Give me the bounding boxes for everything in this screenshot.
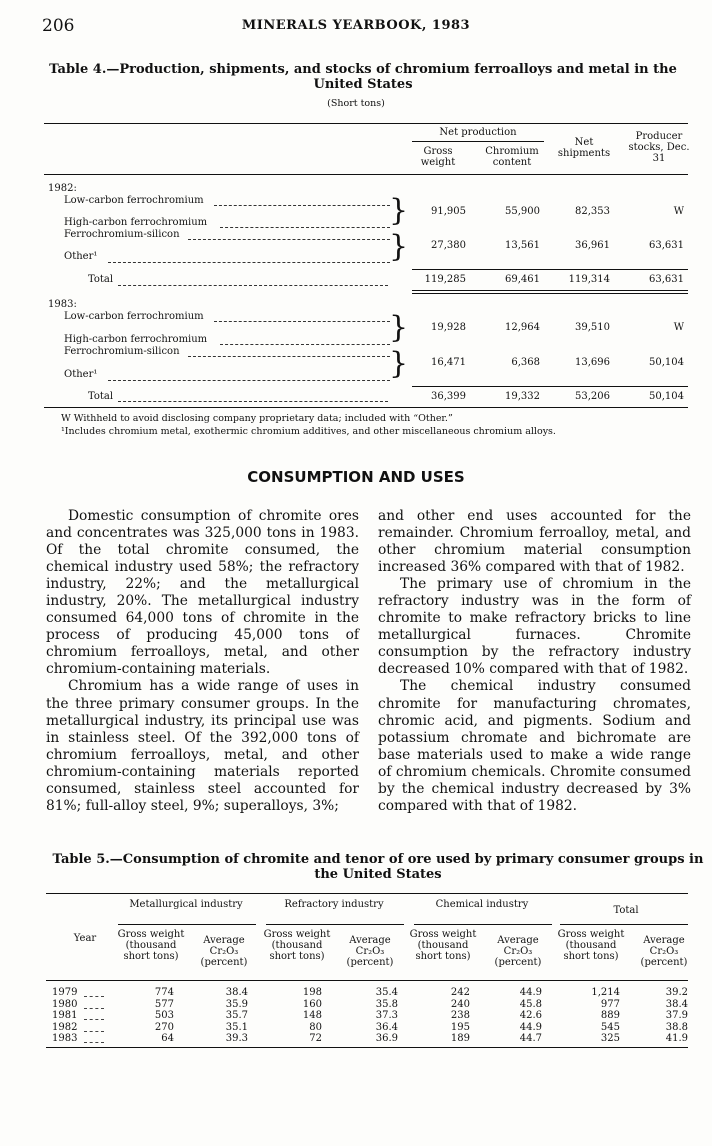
table4-row-label: Other¹ <box>64 369 98 380</box>
table4-row-label: Low-carbon ferrochromium <box>64 195 204 206</box>
table5-cell: 160 <box>302 998 322 1010</box>
table4-cell: 16,471 <box>431 357 466 368</box>
table5-top-rule <box>46 893 688 894</box>
table5-cell: 35.1 <box>225 1021 248 1033</box>
table5-cell: 35.9 <box>225 998 248 1010</box>
table5-sub-avg: Average Cr₂O₃ (percent) <box>640 935 688 968</box>
table4-header-rule <box>44 174 688 175</box>
table5-year-cell: 1979 <box>52 987 78 998</box>
table5-cell: 240 <box>450 998 470 1010</box>
table4-title: Table 4.—Production, shipments, and stocks of chromium ferroalloys and metal in the United States <box>49 62 677 92</box>
table4-row-label: High-carbon ferrochromium <box>64 334 208 345</box>
table4-cell: 27,380 <box>431 240 466 251</box>
table4-cell: W <box>673 322 684 333</box>
bracket: } <box>389 229 409 264</box>
table5-cell: 42.6 <box>519 1010 542 1021</box>
table5-cell: 38.4 <box>225 987 248 998</box>
table4-total-label: Total <box>88 391 114 402</box>
table5-cell: 35.7 <box>225 1010 248 1021</box>
table5-cell: 39.3 <box>225 1033 248 1044</box>
table5-cell: 503 <box>154 1010 174 1021</box>
table4-cell: 13,696 <box>575 357 610 368</box>
table5-cell: 325 <box>600 1033 620 1044</box>
running-title: MINERALS YEARBOOK, 1983 <box>241 18 471 33</box>
table5-group-header: Chemical industry <box>435 899 529 910</box>
table5-sub-gross: Gross weight (thousand short tons) <box>117 929 185 962</box>
table4-bottom-rule <box>44 407 688 408</box>
right-column <box>378 508 691 815</box>
table4-col-stocks: Producer stocks, Dec. 31 <box>628 131 690 164</box>
table4-col-chromium: Chromium content <box>485 146 539 168</box>
table5-group-header: Refractory industry <box>284 899 384 910</box>
table5-sub-gross: Gross weight (thousand short tons) <box>409 929 477 962</box>
table5-cell: 37.3 <box>375 1010 398 1021</box>
table4-total-cell: 63,631 <box>649 274 684 285</box>
table4-cell: 55,900 <box>505 206 540 217</box>
table5-year-cell: 1981 <box>52 1010 78 1021</box>
table5-cell: 774 <box>154 987 174 998</box>
table5-cell: 36.9 <box>375 1033 398 1044</box>
table4-cell: 82,353 <box>575 206 610 217</box>
left-column <box>46 508 359 815</box>
table4-cell: 63,631 <box>649 240 684 251</box>
table4-total-cell: 53,206 <box>575 391 610 402</box>
table4-subtitle: (Short tons) <box>327 98 385 109</box>
table5-cell: 44.9 <box>519 987 542 998</box>
table5-sub-avg: Average Cr₂O₃ (percent) <box>346 935 394 968</box>
table5-cell: 45.8 <box>519 998 542 1010</box>
bracket: } <box>389 193 409 228</box>
table4-cell: 36,961 <box>575 240 610 251</box>
table4-year-1983: 1983: <box>48 299 77 310</box>
table4-top-rule <box>44 123 688 124</box>
table5-cell: 198 <box>302 987 322 998</box>
table4-footnote-w: W Withheld to avoid disclosing company proprietary data; included with “Other.” <box>61 413 453 424</box>
paragraph: and other end uses accounted for the remainder. Chromium ferroalloy, metal, and other chromium material consumption increased 36% compared with that of 1982. <box>378 508 691 576</box>
table4-row-label: Other¹ <box>64 251 98 262</box>
table4-row-label: Low-carbon ferrochromium <box>64 311 204 322</box>
table4-cell: 6,368 <box>511 357 540 368</box>
table4-total-cell: 69,461 <box>505 274 540 285</box>
table4-cell: 50,104 <box>649 357 684 368</box>
table5-cell: 148 <box>302 1010 322 1021</box>
table5-cell: 35.4 <box>375 987 398 998</box>
table5-year-cell: 1980 <box>52 998 78 1010</box>
table5-cell: 889 <box>600 1010 620 1021</box>
table5-cell: 38.4 <box>665 998 688 1010</box>
paragraph: The chemical industry consumed chromite for manufacturing chromates, chromic acid, and pigments. Sodium and potassium chromate and bichromate are base materials used to make a wide range of chromium chemicals. Chromite consumed by the chemical industry decreased by 3% compared with that of 1982. <box>378 678 691 814</box>
table5-cell: 270 <box>154 1021 174 1033</box>
table5-cell: 37.9 <box>665 1010 688 1021</box>
table5-cell: 977 <box>600 998 620 1010</box>
table5-header-rule <box>46 980 688 981</box>
table5-sub-gross: Gross weight (thousand short tons) <box>557 929 625 962</box>
table5-cell: 72 <box>309 1033 322 1044</box>
table4-cell: 19,928 <box>431 322 466 333</box>
table4-col-net: Net shipments <box>557 137 611 159</box>
table4-row-label: Ferrochromium-silicon <box>64 229 180 240</box>
table5-sub-avg: Average Cr₂O₃ (percent) <box>200 935 248 968</box>
table5-sub-gross: Gross weight (thousand short tons) <box>263 929 331 962</box>
table4-group-header: Net production <box>439 127 517 138</box>
leader-dots <box>84 1042 104 1043</box>
table4-year-1982: 1982: <box>48 183 77 194</box>
table4-cell: W <box>673 206 684 217</box>
table5-cell: 1,214 <box>591 987 620 998</box>
table5-title: Table 5.—Consumption of chromite and tenor of ore used by primary consumer groups in the United States <box>52 852 704 882</box>
leader-dots <box>84 1019 104 1020</box>
table4-total-cell: 36,399 <box>431 391 466 402</box>
table5-cell: 64 <box>161 1033 174 1044</box>
table5-cell: 545 <box>600 1021 620 1033</box>
table4-total-cell: 50,104 <box>649 391 684 402</box>
table5-year-cell: 1982 <box>52 1021 78 1033</box>
table5-cell: 39.2 <box>665 987 688 998</box>
bracket: } <box>389 346 409 381</box>
table4-total-cell: 19,332 <box>505 391 540 402</box>
table4-footnote-1: ¹Includes chromium metal, exothermic chromium additives, and other miscellaneous chromium alloys. <box>61 426 556 437</box>
table5-group-header: Total <box>613 905 639 916</box>
table5-cell: 41.9 <box>665 1033 688 1044</box>
table4-cell: 39,510 <box>575 322 610 333</box>
table5-cell: 36.4 <box>375 1021 398 1033</box>
leader-dots <box>84 996 104 997</box>
table5-cell: 44.9 <box>519 1021 542 1033</box>
table5-cell: 242 <box>450 987 470 998</box>
table4-cell: 91,905 <box>431 206 466 217</box>
table5-cell: 577 <box>154 998 174 1010</box>
table5-sub-avg: Average Cr₂O₃ (percent) <box>494 935 542 968</box>
leader-dots <box>84 1031 104 1032</box>
table4-total-cell: 119,314 <box>568 274 610 285</box>
table5-year-cell: 1983 <box>52 1033 78 1044</box>
table4-row-label: High-carbon ferrochromium <box>64 217 208 228</box>
table5-cell: 195 <box>450 1021 470 1033</box>
table4-total-label: Total <box>88 274 114 285</box>
table5-group-header: Metallurgical industry <box>129 899 243 910</box>
paragraph: Chromium has a wide range of uses in the three primary consumer groups. In the metallurgical industry, its principal use was in stainless steel. Of the 392,000 tons of chromium ferroalloys, metal, and other chromium-containing materials reported consumed, stainless steel accounted for 81%; full-alloy steel, 9%; superalloys, 3%; <box>46 678 359 814</box>
table4-cell: 13,561 <box>505 240 540 251</box>
leader-dots <box>84 1008 104 1009</box>
table5-cell: 238 <box>450 1010 470 1021</box>
table5-cell: 35.8 <box>375 998 398 1010</box>
table4-row-label: Ferrochromium-silicon <box>64 346 180 357</box>
table4-total-cell: 119,285 <box>424 274 466 285</box>
table4-col-gross: Gross weight <box>420 146 456 168</box>
table5-year-header: Year <box>73 933 97 944</box>
page-number: 206 <box>42 16 75 36</box>
bracket: } <box>389 310 409 345</box>
table5-bottom-rule <box>46 1047 688 1048</box>
paragraph: Domestic consumption of chromite ores and concentrates was 325,000 tons in 1983. Of the total chromite consumed, the chemical industry used 58%; the refractory industry, 22%; and the metallurgical industry, 20%. The metallurgical industry consumed 64,000 tons of chromite in the process of producing 45,000 tons of chromium ferroalloys, metal, and other chromium-containing materials. <box>46 508 359 678</box>
table4-group-rule <box>412 141 544 142</box>
paragraph: The primary use of chromium in the refractory industry was in the form of chromite to make refractory bricks to line metallurgical furnaces. Chromite consumption by the refractory industry decreased 10% compared with that of 1982. <box>378 576 691 678</box>
table5-cell: 38.8 <box>665 1021 688 1033</box>
table5-cell: 80 <box>309 1021 322 1033</box>
table5-cell: 189 <box>450 1033 470 1044</box>
table5-cell: 44.7 <box>519 1033 542 1044</box>
section-heading: CONSUMPTION AND USES <box>247 468 465 486</box>
table4-cell: 12,964 <box>505 322 540 333</box>
